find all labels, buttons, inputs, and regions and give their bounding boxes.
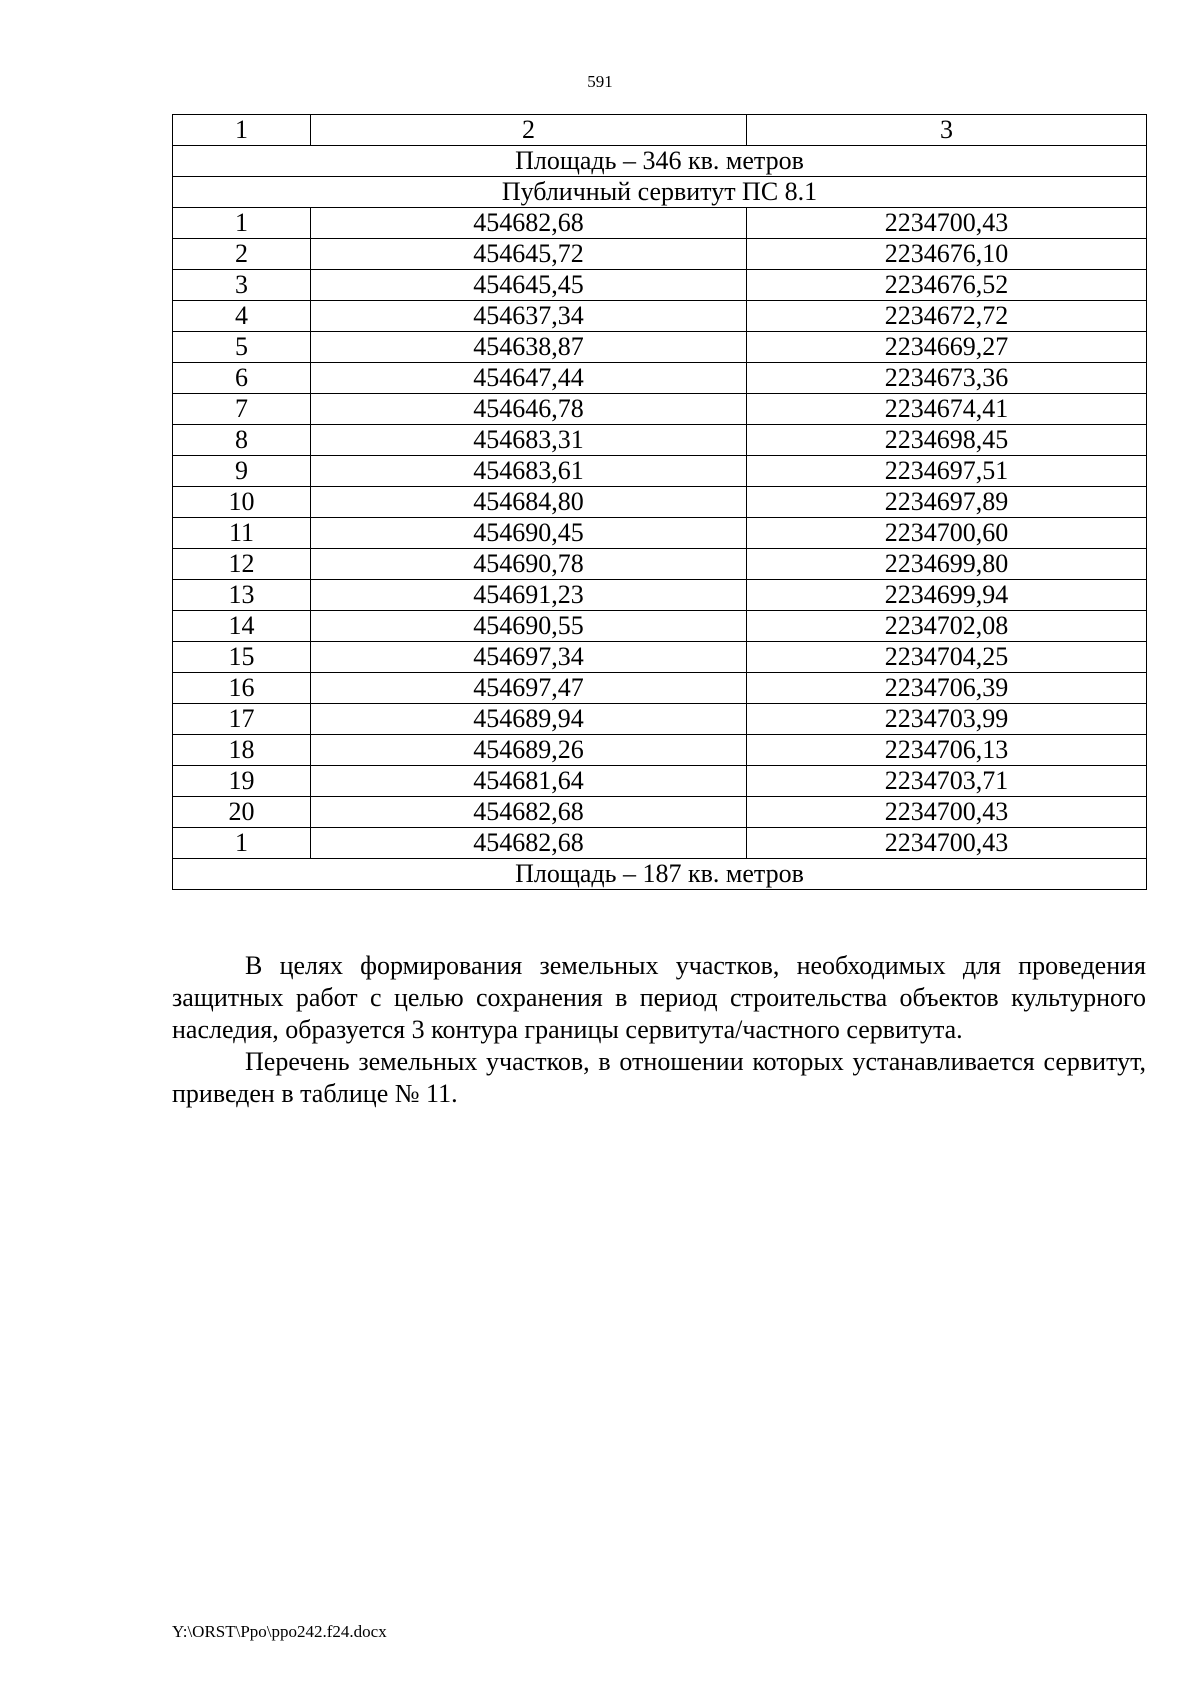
- point-number-cell: 12: [173, 549, 311, 580]
- x-coordinate-cell: 454647,44: [311, 363, 747, 394]
- x-coordinate-cell: 454691,23: [311, 580, 747, 611]
- point-number-cell: 19: [173, 766, 311, 797]
- body-text: [172, 950, 1146, 1110]
- y-coordinate-cell: 2234672,72: [747, 301, 1147, 332]
- y-coordinate-cell: 2234669,27: [747, 332, 1147, 363]
- area-row-total: [173, 859, 1147, 890]
- x-coordinate-cell: 454682,68: [311, 828, 747, 859]
- point-number-cell: 1: [173, 828, 311, 859]
- table-row: [173, 549, 1147, 580]
- table-row: [173, 673, 1147, 704]
- y-coordinate-cell: 2234699,94: [747, 580, 1147, 611]
- x-coordinate-cell: 454637,34: [311, 301, 747, 332]
- y-coordinate-cell: 2234697,51: [747, 456, 1147, 487]
- y-coordinate-cell: 2234700,43: [747, 208, 1147, 239]
- point-number-cell: 8: [173, 425, 311, 456]
- y-coordinate-cell: 2234700,60: [747, 518, 1147, 549]
- point-number-cell: 20: [173, 797, 311, 828]
- y-coordinate-cell: 2234702,08: [747, 611, 1147, 642]
- table-row: [173, 456, 1147, 487]
- x-coordinate-cell: 454690,55: [311, 611, 747, 642]
- y-coordinate-cell: 2234698,45: [747, 425, 1147, 456]
- area-previous-cell: Площадь – 346 кв. метров: [173, 146, 1147, 177]
- column-header-number: 1: [173, 115, 311, 146]
- x-coordinate-cell: 454682,68: [311, 208, 747, 239]
- point-number-cell: 4: [173, 301, 311, 332]
- table-row: [173, 301, 1147, 332]
- table-row: [173, 704, 1147, 735]
- point-number-cell: 2: [173, 239, 311, 270]
- table-row: [173, 332, 1147, 363]
- point-number-cell: 18: [173, 735, 311, 766]
- x-coordinate-cell: 454697,47: [311, 673, 747, 704]
- point-number-cell: 7: [173, 394, 311, 425]
- x-coordinate-cell: 454683,31: [311, 425, 747, 456]
- y-coordinate-cell: 2234700,43: [747, 797, 1147, 828]
- table-row: [173, 766, 1147, 797]
- point-number-cell: 16: [173, 673, 311, 704]
- table-row: [173, 270, 1147, 301]
- y-coordinate-cell: 2234699,80: [747, 549, 1147, 580]
- y-coordinate-cell: 2234703,99: [747, 704, 1147, 735]
- section-title-cell: Публичный сервитут ПС 8.1: [173, 177, 1147, 208]
- y-coordinate-cell: 2234703,71: [747, 766, 1147, 797]
- x-coordinate-cell: 454697,34: [311, 642, 747, 673]
- x-coordinate-cell: 454638,87: [311, 332, 747, 363]
- table-row: [173, 580, 1147, 611]
- x-coordinate-cell: 454645,45: [311, 270, 747, 301]
- column-header-y: 3: [747, 115, 1147, 146]
- y-coordinate-cell: 2234673,36: [747, 363, 1147, 394]
- y-coordinate-cell: 2234676,10: [747, 239, 1147, 270]
- point-number-cell: 10: [173, 487, 311, 518]
- table-row: [173, 208, 1147, 239]
- x-coordinate-cell: 454684,80: [311, 487, 747, 518]
- point-number-cell: 6: [173, 363, 311, 394]
- point-number-cell: 15: [173, 642, 311, 673]
- x-coordinate-cell: 454645,72: [311, 239, 747, 270]
- table-row: [173, 518, 1147, 549]
- x-coordinate-cell: 454690,45: [311, 518, 747, 549]
- paragraph-list-reference: Перечень земельных участков, в отношении которых устанавливается сервитут, приведен в таблице № 11.: [172, 1047, 1146, 1108]
- x-coordinate-cell: 454683,61: [311, 456, 747, 487]
- table-row: [173, 828, 1147, 859]
- point-number-cell: 14: [173, 611, 311, 642]
- point-number-cell: 11: [173, 518, 311, 549]
- footer-file-path: Y:\ORST\Ppo\ppo242.f24.docx: [172, 1622, 387, 1641]
- table-header-row: [173, 115, 1147, 146]
- y-coordinate-cell: 2234676,52: [747, 270, 1147, 301]
- point-number-cell: 9: [173, 456, 311, 487]
- point-number-cell: 3: [173, 270, 311, 301]
- y-coordinate-cell: 2234706,13: [747, 735, 1147, 766]
- x-coordinate-cell: 454646,78: [311, 394, 747, 425]
- page-number: 591: [587, 72, 613, 91]
- area-total-cell: Площадь – 187 кв. метров: [173, 859, 1147, 890]
- area-row-previous: [173, 146, 1147, 177]
- table-row: [173, 735, 1147, 766]
- table-row: [173, 394, 1147, 425]
- x-coordinate-cell: 454689,26: [311, 735, 747, 766]
- coordinates-table-body: [173, 115, 1147, 890]
- table-row: [173, 363, 1147, 394]
- column-header-x: 2: [311, 115, 747, 146]
- x-coordinate-cell: 454690,78: [311, 549, 747, 580]
- table-row: [173, 487, 1147, 518]
- table-row: [173, 642, 1147, 673]
- point-number-cell: 17: [173, 704, 311, 735]
- y-coordinate-cell: 2234706,39: [747, 673, 1147, 704]
- table-row: [173, 797, 1147, 828]
- x-coordinate-cell: 454689,94: [311, 704, 747, 735]
- y-coordinate-cell: 2234697,89: [747, 487, 1147, 518]
- coordinates-table: [172, 114, 1147, 890]
- x-coordinate-cell: 454682,68: [311, 797, 747, 828]
- table-row: [173, 239, 1147, 270]
- point-number-cell: 5: [173, 332, 311, 363]
- point-number-cell: 1: [173, 208, 311, 239]
- y-coordinate-cell: 2234674,41: [747, 394, 1147, 425]
- section-title-row: [173, 177, 1147, 208]
- x-coordinate-cell: 454681,64: [311, 766, 747, 797]
- table-row: [173, 611, 1147, 642]
- point-number-cell: 13: [173, 580, 311, 611]
- paragraph-formation: В целях формирования земельных участков, необходимых для проведения защитных работ с целью сохранения в период строительства объектов культурного наследия, образуется 3 контура границы сервитута/частного сервитута.: [172, 951, 1146, 1044]
- y-coordinate-cell: 2234700,43: [747, 828, 1147, 859]
- table-row: [173, 425, 1147, 456]
- y-coordinate-cell: 2234704,25: [747, 642, 1147, 673]
